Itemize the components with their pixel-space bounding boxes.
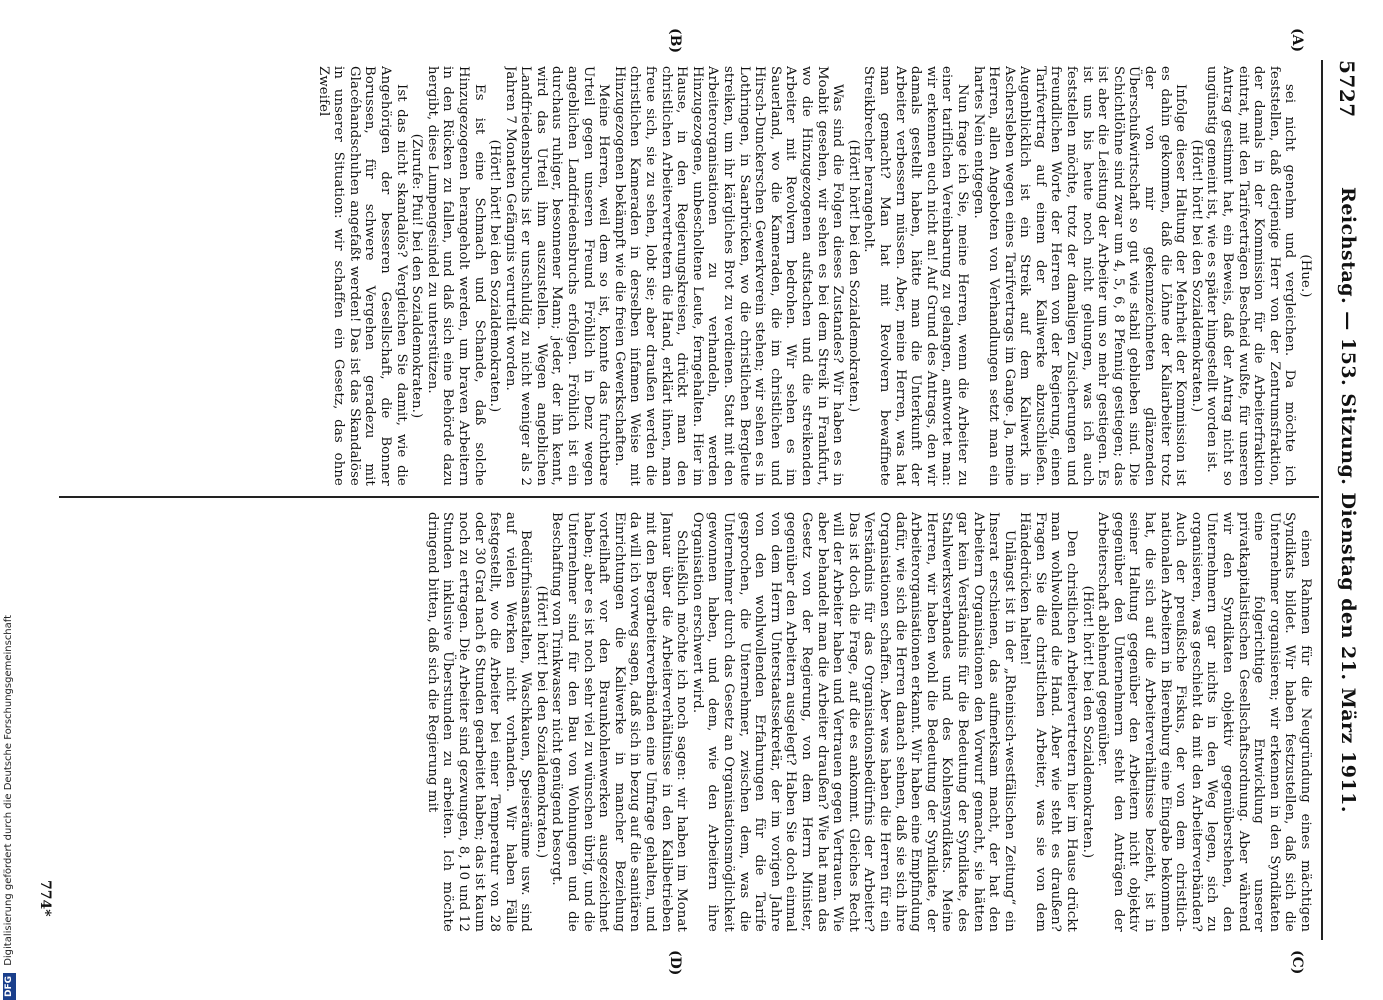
paragraph: sei nicht genehm und vergleichen. Da möchte ich feststellen, daß derjenige Herr von der Zentrumsfraktion, der damals in der Kommission für die Arbeiterfraktion eintrat, mit den Tarifverträgen Bescheid wußte, für unseren Antrag gestimmt hat, ein Beweis, daß der Antrag nicht so ungünstig gemeint ist, wie es später hingestellt worden ist. bbox=[1204, 66, 1298, 486]
page-header bbox=[1325, 60, 1365, 940]
margin-mark-c: (C) bbox=[1289, 950, 1305, 975]
paragraph: (Hört! hört! bei den Sozialdemokraten.) bbox=[1188, 139, 1204, 413]
margin-mark-a: (A) bbox=[1289, 28, 1305, 53]
paragraph: (Zurufe: Pfui! bei den Sozialdemokraten.) bbox=[409, 133, 425, 419]
paragraph: Infolge dieser Haltung der Mehrheit der Kommission ist es dahin gekommen, daß die Löhne der Kaliarbeiter trotz der von mir gekennzeichneten glänzenden Überschußwirtschaft so gut wie stabil geblieben sind. Die Schichtlöhne sind zwar um 4, 5, 6, 8 Pfennig gestiegen; das ist aber die Leistung der Arbeiter um so mehr gestiegen. Es ist uns bis heute noch nicht gelungen, was ich auch feststellen möchte, trotz der damaligen Zusicherungen und freundlichen Worte der Herren von der Regierung, einen Tarifvertrag auf einem der Kaliwerke abzuschließen. Augenblicklich ist ein Streik auf dem Kaliwerk in Aschersleben wegen eines Tarifvertrags im Gange. Ja, meine Herren, allen Angeboten von Verhandlungen setzt man ein hartes Nein entgegen. bbox=[970, 66, 1189, 486]
paragraph: Ist das nicht skandalös? Vergleichen Sie damit, wie die Angehörigen der besseren Gesellschaft, die Bonner Borussen, für schwere Vergehen geradezu mit Glacéhandschuhen angefaßt werden! Das ist das Skandalöse in unserer Situation: wir schaffen ein Gesetz, das ohne Zweifel bbox=[315, 66, 409, 486]
margin-mark-b: (B) bbox=[667, 28, 683, 54]
text-column-right bbox=[63, 512, 1313, 932]
page-number: 5727 bbox=[1335, 60, 1359, 118]
paragraph: Es ist eine Schmach und Schande, daß solche Hinzugezogenen herangeholt werden, um braven Arbeitern in den Rücken zu fallen, und daß sich eine Behörde dazu hergibt, diese Lumpengesindel zu unterstützen. bbox=[424, 66, 487, 486]
paragraph: Nun frage ich Sie, meine Herren, wenn die Arbeiter zu einer tariflichen Vereinbarung zu gelangen, antwortet man: wir erkennen euch nicht an! Auf Grund des Antrags, den wir damals gestellt haben, hätte man die Unterkunft der Arbeiter verbessern müssen. Aber, meine Herren, was hat man gemacht? Man hat mit Revolvern bewaffnete Streikbrecher herangeholt. bbox=[861, 66, 970, 486]
paragraph: Was sind die Folgen dieses Zustandes? Wir haben es in Moabit gesehen, wir sehen es bei dem Streik in Frankfurt, wo die Hinzugezogenen aufstachen und die streikenden Arbeiter mit Revolvern bedrohen. Wir sehen es im Sauerland, wo die Kameraden, die im christlichen und Hirsch-Dunckerschen Gewerkverein stehen; wir sehen es in Lothringen, in Saarbrücken, wo die christlichen Bergleute streiken, um ihr kärgliches Brot zu verdienen. Statt mit den Arbeiterorganisationen zu verhandeln, werden Hinzugezogene, unbescholtene Leute, ferngehalten. Hier im Hause, in den Regierungskreisen, drückt man den christlichen Arbeitervertretern die Hand, erklärt ihnen, man freue sich, sie zu sehen, lobt sie; aber draußen werden die christlichen Kameraden in derselben infamen Weise mit Hinzugezogenen bekämpft wie die freien Gewerkschaften. bbox=[611, 66, 846, 486]
header-rule bbox=[1321, 60, 1323, 940]
dfg-logo: DFG bbox=[3, 973, 16, 1000]
paragraph: (Hört! hört! bei den Sozialdemokraten.) bbox=[487, 139, 503, 413]
paragraph: Den christlichen Arbeitervertretern hier im Hause drückt man wohlwollend die Hand. Aber wie steht es draußen? Fragen Sie die christlichen Arbeiter, was sie von dem Händedrücken halten! bbox=[1017, 512, 1080, 932]
paragraph: Meine Herren, weil dem so ist, konnte das furchtbare Urteil gegen unseren Freund Fröhlich in Denz wegen angeblichen Landfriedensbruchs erfolgen. Fröhlich ist ein durchaus ruhiger, besonnener Mann; jeder, der ihn kennt, wird das Urteil ihm auszustellen. Wegen angeblichen Landfriedensbruchs ist er unschuldig zu nicht weniger als 2 Jahren 7 Monaten Gefängnis verurteilt worden. bbox=[502, 66, 612, 486]
paragraph: (Hört! hört! bei den Sozialdemokraten.) bbox=[845, 139, 861, 413]
paragraph: Bedürfnisanstalten, Waschkauen, Speiseräume usw. sind auf vielen Werken nicht vorhanden. Wir haben Fälle festgestellt, wo die Arbeiter bei einer Temperatur von 28 oder 30 Grad nach 6 Stunden gearbeitet haben; das ist kaum noch zu ertragen. Die Arbeiter sind gezwungen, 8, 10 und 12 Stunden inklusive Überstunden zu arbeiten. Ich möchte dringend bitten, daß sich die Regierung mit bbox=[424, 512, 534, 932]
paragraph: (Hört! hört! bei den Sozialdemokraten.) bbox=[1079, 585, 1095, 859]
paragraph: Unlängst ist in der „Rheinisch-westfälischen Zeitung“ ein Inserat erschienen, das aufmerksam macht, der hat den Arbeitern Organisationen den Vorwurf gemacht, sie hätten gar kein Verständnis für die Bedeutung der Syndikate, des Stahlwerksverbandes und des Kohlensyndikats. Meine Herren, wir haben wohl die Bedeutung der Syndikate, der Arbeiterorganisationen erkannt. Wir haben eine Empfindung dafür, wie sich die Herren danach sehnen, daß sie sich ihre Organisationen schaffen. Aber was haben die Herren für ein Verständnis für das Organisationsbedürfnis der Arbeiter? Das ist doch die Frage, auf die es ankommt. Gleiches Recht will der Arbeiter haben und Vertrauen gegen Vertrauen. Wie aber behandelt man die Arbeiter draußen? Wie hat man das Gesetz von der Regierung, von dem Herrn Minister, gegenüber den Arbeitern ausgelegt? Haben Sie doch einmal von dem Herrn Unterstaatssekretär, der im vorigen Jahre von den wohlwollenden Erfahrungen für die Tarife gesprochen, die Unternehmer, zwischen dem, was die Unternehmer durch das Gesetz an Organisationsmöglichkeit gewonnen haben, und dem, wie den Arbeitern ihre Organisation erschwert wird. bbox=[689, 512, 1017, 932]
text-column-left bbox=[63, 66, 1313, 486]
paragraph: einen Rahmen für die Neugründung eines mächtigen Syndikats bildet. Wir haben festzustellen, daß sich die Unternehmer organisieren; wir erkennen in den Syndikaten eine folgerichtige Entwicklung unserer privatkapitalistischen Gesellschaftsordnung. Aber während wir den Syndikaten objektiv gegenüberstehen, den Unternehmern gar nichts in den Weg legen, sich zu organisieren, was geschieht da mit den Arbeiterverbänden? Auch der preußische Fiskus, der von dem christlich-nationalen Arbeitern in Bierenburg eine Eingabe bekommen hat, die sich auf die Arbeiterverhältnisse bezieht, ist in seiner Haltung gegenüber den Arbeitern nicht objektiv gegenüber den Unternehmern steht den Anträgen der Arbeiterschaft ablehnend gegenüber. bbox=[1095, 512, 1313, 932]
footer-mark: 774* bbox=[37, 880, 53, 917]
paragraph: Schließlich möchte ich noch sagen: wir haben im Monat Januar über die Arbeiterverhältnisse in den Kalibetrieben mit den Bergarbeiterverbänden eine Umfrage gehalten, und da will ich vorweg sagen, daß sich in bezug auf die sanitären Einrichtungen die Kaliwerke in mancher Beziehung vorteilhaft vor den Braunkohlenwerken ausgezeichnet haben; aber es ist noch sehr viel zu wünschen übrig, und die Unternehmer sind für den Bau von Wohnungen und die Beschaffung von Trinkwasser nicht genügend besorgt. bbox=[549, 512, 690, 932]
paragraph: (Hört! hört! bei den Sozialdemokraten.) bbox=[533, 585, 549, 859]
column-divider bbox=[59, 496, 1319, 498]
digitization-text: Digitalisierung gefördert durch die Deutsche Forschungsgemeinschaft bbox=[3, 614, 14, 966]
page-title: Reichstag. — 153. Sitzung. Dienstag den 21. März 1911. bbox=[1337, 187, 1359, 813]
margin-mark-d: (D) bbox=[667, 950, 683, 976]
paragraph: (Hue.) bbox=[1298, 254, 1313, 298]
